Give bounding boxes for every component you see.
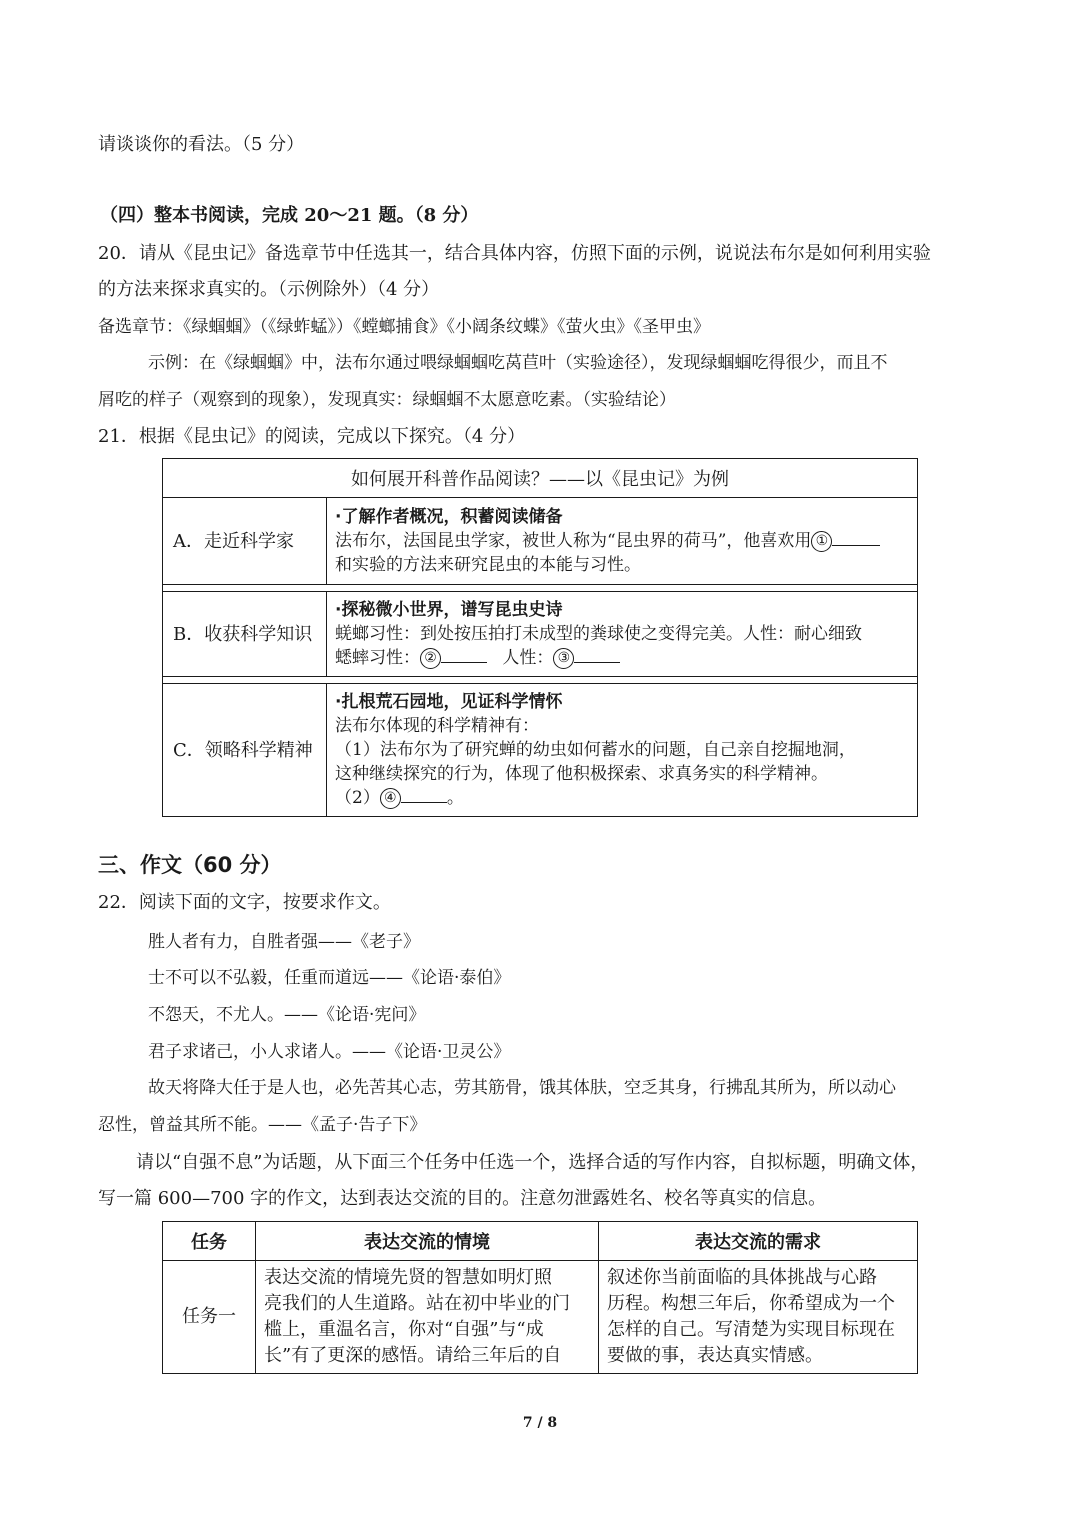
row-c-item2-label: （2）: [335, 788, 380, 808]
table-row-a: [163, 498, 918, 585]
row-a-heading: ·了解作者概况，积蓄阅读储备: [335, 507, 563, 527]
blank-3-number: ③: [553, 648, 574, 669]
page-number: 7 / 8: [522, 1415, 558, 1431]
row-a-text1-label: 法布尔，法国昆虫学家，被世人称为“昆虫界的荷马”，他喜欢用: [335, 531, 812, 551]
task-row-1: [163, 1261, 918, 1374]
section4-heading: （四）整本书阅读，完成 20～21 题。（8 分）: [100, 205, 479, 226]
row-a-label: A．走近科学家: [163, 498, 327, 585]
row-c-label: C．领略科学精神: [163, 684, 327, 817]
need-line-2: 历程。构想三年后，你希望成为一个: [607, 1293, 895, 1314]
task-table: [162, 1221, 918, 1374]
q19-tail: 请谈谈你的看法。（5 分）: [98, 134, 305, 155]
row-b-text1: 蜣螂习性：到处按压拍打未成型的粪球使之变得完美。人性：耐心细致: [335, 624, 862, 644]
situation-line-1: 表达交流的情境先贤的智慧如明灯照: [264, 1267, 552, 1288]
blank-4[interactable]: [401, 786, 447, 803]
need-line-4: 要做的事，表达真实情感。: [607, 1345, 823, 1366]
q20-options: 备选章节：《绿蝈蝈》（《绿蚱蜢》）《螳螂捕食》《小阔条纹蝶》《萤火虫》《圣甲虫》: [98, 317, 710, 337]
blank-2-number: ②: [420, 648, 441, 669]
table-row-c: [163, 684, 918, 817]
quote-3: 不怨天，不尤人。——《论语·宪问》: [148, 1005, 426, 1025]
blank-3[interactable]: [574, 646, 620, 663]
row-c-text4: [335, 786, 909, 810]
blank-1-number: ①: [811, 531, 832, 552]
blank-2[interactable]: [441, 646, 487, 663]
row-c-text3: 这种继续探究的行为，体现了他积极探索、求真务实的科学精神。: [335, 764, 828, 784]
row-a-content: [327, 498, 918, 585]
row-b-human-label: 人性：: [502, 648, 554, 668]
quote-1: 胜人者有力，自胜者强——《老子》: [148, 932, 420, 952]
q20-example-line2: 屑吃的样子（观察到的现象），发现真实：绿蝈蝈不太愿意吃素。（实验结论）: [98, 390, 676, 410]
header-situation: 表达交流的情境: [256, 1222, 599, 1261]
row-b-heading: ·探秘微小世界，谱写昆虫史诗: [335, 600, 563, 620]
section3-heading: 三、作文（60 分）: [98, 853, 282, 877]
task-1-label: 任务一: [163, 1261, 256, 1374]
blank-1[interactable]: [832, 529, 880, 546]
instruction-line2: 写一篇 600—700 字的作文，达到表达交流的目的。注意勿泄露姓名、校名等真实的信息。: [98, 1188, 827, 1209]
quote-6: 忍性，曾益其所不能。——《孟子·告子下》: [98, 1115, 427, 1135]
task-1-situation: [256, 1261, 599, 1374]
row-c-content: [327, 684, 918, 817]
header-task: 任务: [163, 1222, 256, 1261]
table-title: 如何展开科普作品阅读？——以《昆虫记》为例: [163, 459, 918, 498]
row-b-text2: [335, 646, 909, 670]
instruction-line1: 请以“自强不息”为话题，从下面三个任务中任选一个，选择合适的写作内容，自拟标题，明确文体，: [136, 1152, 929, 1173]
quote-4: 君子求诸己，小人求诸人。——《论语·卫灵公》: [148, 1042, 511, 1062]
q22-prompt: 22．阅读下面的文字，按要求作文。: [98, 892, 391, 913]
situation-line-3: 槛上，重温名言，你对“自强”与“成: [264, 1319, 544, 1340]
row-a-text2: 和实验的方法来研究昆虫的本能与习性。: [335, 555, 641, 575]
quote-5: 故天将降大任于是人也，必先苦其心志，劳其筋骨，饿其体肤，空乏其身，行拂乱其所为，所以动心: [148, 1078, 896, 1098]
q21-inquiry-table: [162, 458, 918, 817]
table-row-b: [163, 592, 918, 677]
row-b-cricket-label: 蟋蟀习性：: [335, 648, 420, 668]
task-table-header: [163, 1222, 918, 1261]
situation-line-2: 亮我们的人生道路。站在初中毕业的门: [264, 1293, 570, 1314]
row-c-text2: （1）法布尔为了研究蝉的幼虫如何蓄水的问题，自己亲自挖掘地洞，: [335, 740, 856, 760]
need-line-1: 叙述你当前面临的具体挑战与心路: [607, 1267, 877, 1288]
row-c-heading: ·扎根荒石园地，见证科学情怀: [335, 692, 563, 712]
q20-line2: 的方法来探求真实的。（示例除外）（4 分）: [98, 279, 440, 300]
row-a-text1: [335, 529, 909, 553]
need-line-3: 怎样的自己。写清楚为实现目标现在: [607, 1319, 895, 1340]
blank-4-number: ④: [380, 788, 401, 809]
quote-2: 士不可以不弘毅，任重而道远——《论语·泰伯》: [148, 968, 511, 988]
row-c-text1: 法布尔体现的科学精神有：: [335, 716, 539, 736]
situation-line-4: 长”有了更深的感悟。请给三年后的自: [264, 1345, 562, 1366]
q21-prompt: 21．根据《昆虫记》的阅读，完成以下探究。（4 分）: [98, 426, 526, 447]
q20-line1: 20．请从《昆虫记》备选章节中任选其一，结合具体内容，仿照下面的示例，说说法布尔是如何利用实验: [98, 243, 931, 264]
header-need: 表达交流的需求: [599, 1222, 918, 1261]
row-b-content: [327, 592, 918, 677]
q20-example-line1: 示例：在《绿蝈蝈》中，法布尔通过喂绿蝈蝈吃莴苣叶（实验途径），发现绿蝈蝈吃得很少，而且不: [148, 353, 888, 373]
task-1-need: [599, 1261, 918, 1374]
row-c-period: 。: [446, 788, 464, 808]
row-b-label: B．收获科学知识: [163, 592, 327, 677]
